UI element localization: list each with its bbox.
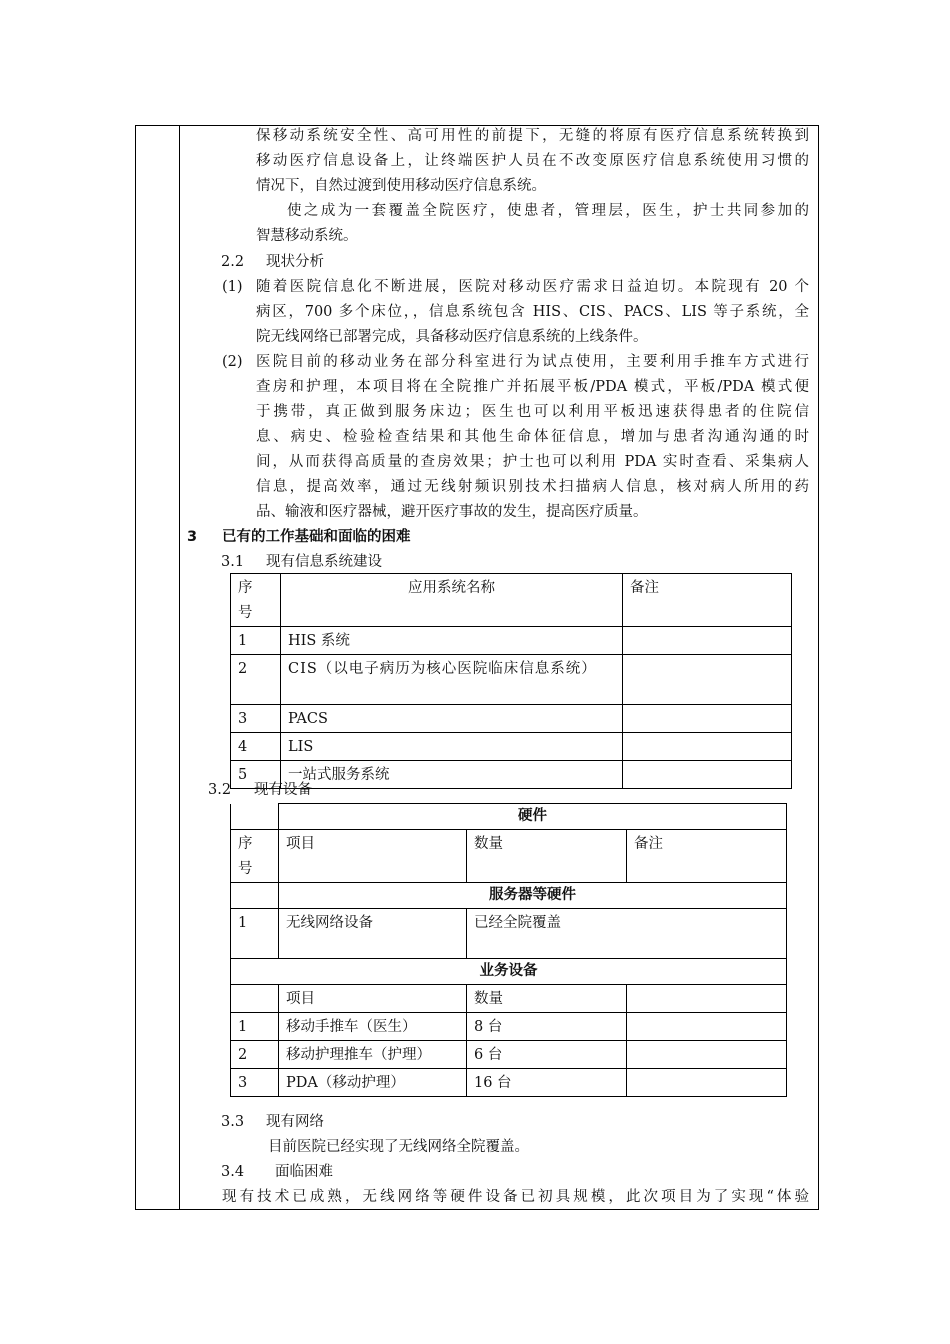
systems-cell-note: [623, 761, 792, 789]
item-1-marker: (1): [222, 279, 243, 295]
equipment-title: 硬件: [279, 804, 787, 830]
equipment-group-servers: 服务器等硬件: [279, 883, 787, 909]
table-row: [231, 705, 792, 733]
section-3-1-title: 现有信息系统建设: [266, 554, 382, 570]
section-3-number: 3: [187, 529, 198, 545]
systems-cell-note: [623, 733, 792, 761]
table-row: [231, 1013, 787, 1041]
systems-table: [230, 573, 792, 789]
equipment-corner: [231, 804, 279, 830]
systems-cell-note: [623, 655, 792, 705]
equipment-header-item: 项目: [279, 830, 467, 883]
item-2-line-4: 息、病史、检验检查结果和其他生命体征信息，增加与患者沟通沟通的时: [256, 429, 809, 445]
item-2-line-2: 查房和护理，本项目将在全院推广并拓展平板/PDA 模式，平板/PDA 模式便: [256, 379, 809, 395]
goal-line-2: 智慧移动系统。: [256, 228, 358, 244]
section-3-4-title: 面临困难: [275, 1164, 333, 1180]
equipment-cell-item: 无线网络设备: [279, 909, 467, 959]
table-row: [231, 1041, 787, 1069]
column-divider: [179, 126, 180, 1209]
equipment-group-business: 业务设备: [231, 959, 787, 985]
item-1-line-1: 随着医院信息化不断进展，医院对移动医疗需求日益迫切。本院现有 20 个: [256, 279, 809, 295]
item-1-line-2: 病区，700 多个床位，，信息系统包含 HIS、CIS、PACS、LIS 等子系统，全: [256, 304, 809, 320]
item-2-marker: (2): [222, 354, 243, 370]
systems-cell-no: 5: [231, 761, 281, 789]
equipment-subheader-note: [627, 985, 787, 1013]
intro-line-1: 保移动系统安全性、高可用性的前提下，无缝的将原有医疗信息系统转换到: [256, 128, 809, 144]
table-row: [231, 1069, 787, 1097]
equipment-cell-qty: 16 台: [467, 1069, 627, 1097]
equipment-cell-item: 移动手推车（医生）: [279, 1013, 467, 1041]
item-2-line-3: 于携带，真正做到服务床边；医生也可以利用平板迅速获得患者的住院信: [256, 404, 809, 420]
section-3-1-number: 3.1: [221, 554, 245, 570]
systems-cell-no: 4: [231, 733, 281, 761]
section-3-4-number: 3.4: [221, 1164, 245, 1180]
item-2-line-7: 品、输液和医疗器械，避开医疗事故的发生，提高医疗质量。: [256, 504, 648, 520]
section-3-title: 已有的工作基础和面临的困难: [222, 529, 411, 545]
equipment-subheader-item: 项目: [279, 985, 467, 1013]
intro-line-3: 情况下，自然过渡到使用移动医疗信息系统。: [256, 178, 546, 194]
section-3-2-title: 现有设备: [254, 782, 312, 798]
section-3-2-number: 3.2: [208, 782, 232, 798]
systems-cell-no: 3: [231, 705, 281, 733]
item-1-line-3: 院无线网络已部署完成，具备移动医疗信息系统的上线条件。: [256, 329, 648, 345]
item-2-line-5: 间，从而获得高质量的查房效果；护士也可以利用 PDA 实时查看、采集病人: [256, 454, 809, 470]
item-2-line-1: 医院目前的移动业务在部分科室进行为试点使用，主要利用手推车方式进行: [256, 354, 809, 370]
section-3-4-text: 现有技术已成熟，无线网络等硬件设备已初具规模，此次项目为了实现“体验: [222, 1189, 809, 1205]
equipment-subheader-no: [231, 985, 279, 1013]
systems-cell-name: HIS 系统: [281, 627, 623, 655]
equipment-cell-note: [627, 1041, 787, 1069]
systems-header-note: 备注: [623, 574, 792, 627]
table-row: [231, 655, 792, 705]
section-3-3-number: 3.3: [221, 1114, 245, 1130]
systems-header-name: 应用系统名称: [281, 574, 623, 627]
equipment-header-no: 序号: [231, 830, 279, 883]
section-2-2-title: 现状分析: [266, 254, 324, 270]
systems-cell-note: [623, 705, 792, 733]
table-row: [231, 733, 792, 761]
section-3-3-title: 现有网络: [266, 1114, 324, 1130]
equipment-cell-note: [627, 1069, 787, 1097]
equipment-table: [230, 803, 787, 1097]
equipment-header-qty: 数量: [467, 830, 627, 883]
systems-cell-name: LIS: [281, 733, 623, 761]
section-2-2-number: 2.2: [221, 254, 245, 270]
equipment-header-note: 备注: [627, 830, 787, 883]
equipment-cell-qty: 已经全院覆盖: [467, 909, 787, 959]
equipment-cell-item: PDA（移动护理）: [279, 1069, 467, 1097]
equipment-cell-item: 移动护理推车（护理）: [279, 1041, 467, 1069]
equipment-cell-no: 2: [231, 1041, 279, 1069]
table-row: [231, 761, 792, 789]
section-3-3-text: 目前医院已经实现了无线网络全院覆盖。: [268, 1139, 529, 1155]
item-2-line-6: 信息，提高效率，通过无线射频识别技术扫描病人信息，核对病人所用的药: [256, 479, 809, 495]
equipment-cell-note: [627, 1013, 787, 1041]
equipment-cell-no: 3: [231, 1069, 279, 1097]
equipment-subheader-qty: 数量: [467, 985, 627, 1013]
table-row: [231, 909, 787, 959]
table-row: [231, 627, 792, 655]
systems-header-no: 序号: [231, 574, 281, 627]
equipment-cell-qty: 8 台: [467, 1013, 627, 1041]
systems-cell-no: 2: [231, 655, 281, 705]
equipment-cell-qty: 6 台: [467, 1041, 627, 1069]
systems-cell-name: PACS: [281, 705, 623, 733]
equipment-group-spacer: [231, 883, 279, 909]
intro-line-2: 移动医疗信息设备上，让终端医护人员在不改变原医疗信息系统使用习惯的: [256, 153, 809, 169]
systems-cell-no: 1: [231, 627, 281, 655]
equipment-cell-no: 1: [231, 909, 279, 959]
equipment-cell-no: 1: [231, 1013, 279, 1041]
goal-line-1: 使之成为一套覆盖全院医疗，使患者，管理层，医生，护士共同参加的: [287, 203, 809, 219]
systems-cell-name: CIS（以电子病历为核心医院临床信息系统）: [281, 655, 623, 705]
systems-cell-name: 一站式服务系统: [281, 761, 623, 789]
systems-cell-note: [623, 627, 792, 655]
